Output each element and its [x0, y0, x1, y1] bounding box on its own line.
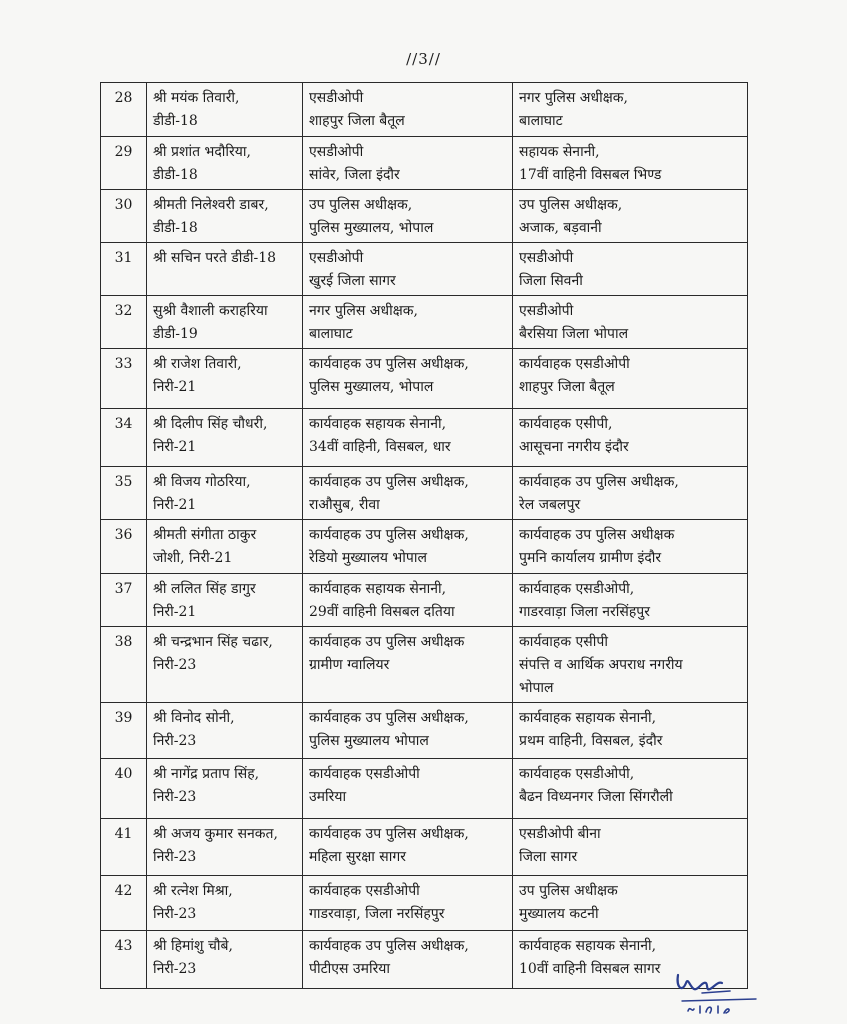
new-posting-cell [513, 190, 748, 243]
current-posting-line: राऔसुब, रीवा [309, 497, 380, 513]
current-posting-line: ग्रामीण ग्वालियर [309, 657, 390, 673]
new-posting-cell [513, 819, 748, 876]
officer-name-line: श्री प्रशांत भदौरिया, [153, 144, 251, 160]
new-posting-cell [513, 137, 748, 190]
serial-number-cell: 34 [101, 409, 147, 467]
officer-name-line: श्री विनोद सोनी, [153, 710, 235, 726]
table-row [101, 627, 748, 703]
current-posting-line: कार्यवाहक सहायक सेनानी, [309, 581, 447, 597]
serial-number-cell: 32 [101, 296, 147, 349]
officer-name-cell [147, 574, 303, 627]
table-row [101, 759, 748, 819]
new-posting-line: शाहपुर जिला बैतूल [519, 379, 615, 395]
current-posting-cell [303, 409, 513, 467]
new-posting-cell [513, 703, 748, 759]
table-row [101, 409, 748, 467]
officer-name-line: निरी-23 [153, 789, 197, 805]
table-row [101, 296, 748, 349]
officer-name-line: श्रीमती संगीता ठाकुर [153, 527, 257, 543]
officer-name-cell [147, 819, 303, 876]
officer-name-line: श्री चन्द्रभान सिंह चढार, [153, 634, 273, 650]
new-posting-line: एसडीओपी बीना [519, 826, 601, 842]
new-posting-cell [513, 520, 748, 574]
officer-name-cell [147, 137, 303, 190]
new-posting-line: कार्यवाहक उप पुलिस अधीक्षक [519, 527, 675, 543]
officer-name-line: श्री हिमांशु चौबे, [153, 938, 233, 954]
new-posting-line: उप पुलिस अधीक्षक, [519, 197, 623, 213]
new-posting-line: कार्यवाहक सहायक सेनानी, [519, 938, 657, 954]
new-posting-cell [513, 349, 748, 409]
officer-name-line: श्रीमती निलेश्वरी डाबर, [153, 197, 269, 213]
current-posting-cell [303, 520, 513, 574]
officer-name-cell [147, 190, 303, 243]
officer-name-cell [147, 520, 303, 574]
officer-name-line: श्री राजेश तिवारी, [153, 356, 242, 372]
table-row [101, 819, 748, 876]
new-posting-cell [513, 83, 748, 137]
page-number-header: //3// [406, 50, 441, 68]
new-posting-cell [513, 243, 748, 296]
officer-name-line: श्री दिलीप सिंह चौधरी, [153, 416, 268, 432]
current-posting-cell [303, 819, 513, 876]
table-row [101, 467, 748, 520]
current-posting-line: कार्यवाहक उप पुलिस अधीक्षक, [309, 938, 469, 954]
new-posting-line: अजाक, बड़वानी [519, 220, 602, 236]
current-posting-cell [303, 759, 513, 819]
new-posting-line: संपत्ति व आर्थिक अपराध नगरीय [519, 657, 683, 673]
table-row [101, 574, 748, 627]
current-posting-line: रेडियो मुख्यालय भोपाल [309, 550, 427, 566]
new-posting-line: बैरसिया जिला भोपाल [519, 326, 629, 342]
current-posting-cell [303, 467, 513, 520]
current-posting-cell [303, 137, 513, 190]
officer-name-cell [147, 876, 303, 931]
current-posting-cell [303, 190, 513, 243]
new-posting-line: आसूचना नगरीय इंदौर [519, 439, 629, 455]
serial-number-cell: 31 [101, 243, 147, 296]
officer-name-line: डीडी-19 [153, 326, 198, 342]
current-posting-cell [303, 296, 513, 349]
transfer-table [100, 82, 748, 989]
new-posting-line: सहायक सेनानी, [519, 144, 600, 160]
current-posting-line: कार्यवाहक एसडीओपी [309, 883, 420, 899]
officer-name-cell [147, 349, 303, 409]
current-posting-line: कार्यवाहक सहायक सेनानी, [309, 416, 447, 432]
new-posting-line: 17वीं वाहिनी विसबल भिण्ड [519, 167, 662, 183]
officer-name-line: निरी-23 [153, 657, 197, 673]
serial-number-cell: 40 [101, 759, 147, 819]
officer-name-cell [147, 243, 303, 296]
new-posting-line: प्रथम वाहिनी, विसबल, इंदौर [519, 733, 663, 749]
table-row [101, 520, 748, 574]
officer-name-line: श्री रत्नेश मिश्रा, [153, 883, 233, 899]
current-posting-line: कार्यवाहक एसडीओपी [309, 766, 420, 782]
officer-name-cell [147, 931, 303, 989]
new-posting-line: जिला सागर [519, 849, 578, 865]
new-posting-line: बैढन विध्यनगर जिला सिंगरौली [519, 789, 673, 805]
table-row [101, 243, 748, 296]
new-posting-line: कार्यवाहक सहायक सेनानी, [519, 710, 657, 726]
current-posting-line: पुलिस मुख्यालय भोपाल [309, 733, 429, 749]
current-posting-line: नगर पुलिस अधीक्षक, [309, 303, 418, 319]
serial-number-cell: 33 [101, 349, 147, 409]
new-posting-cell [513, 296, 748, 349]
officer-name-line: निरी-21 [153, 604, 197, 620]
officer-name-line: निरी-21 [153, 497, 197, 513]
new-posting-line: कार्यवाहक एसीपी, [519, 416, 613, 432]
current-posting-cell [303, 703, 513, 759]
officer-name-line: निरी-23 [153, 849, 197, 865]
current-posting-line: 34वीं वाहिनी, विसबल, धार [309, 439, 451, 455]
current-posting-line: बालाघाट [309, 326, 353, 342]
current-posting-cell [303, 876, 513, 931]
new-posting-cell [513, 759, 748, 819]
officer-name-line: श्री ललित सिंह डागुर [153, 581, 256, 597]
new-posting-line: जिला सिवनी [519, 273, 583, 289]
officer-name-line: श्री विजय गोठरिया, [153, 474, 251, 490]
new-posting-cell [513, 574, 748, 627]
officer-name-cell [147, 759, 303, 819]
current-posting-line: कार्यवाहक उप पुलिस अधीक्षक, [309, 710, 469, 726]
table-row [101, 349, 748, 409]
serial-number-cell: 38 [101, 627, 147, 703]
new-posting-line: कार्यवाहक उप पुलिस अधीक्षक, [519, 474, 679, 490]
current-posting-cell [303, 83, 513, 137]
current-posting-line: 29वीं वाहिनी विसबल दतिया [309, 604, 455, 620]
table-row [101, 137, 748, 190]
new-posting-cell [513, 876, 748, 931]
current-posting-line: कार्यवाहक उप पुलिस अधीक्षक, [309, 474, 469, 490]
serial-number-cell: 42 [101, 876, 147, 931]
officer-name-line: निरी-23 [153, 961, 197, 977]
serial-number-cell: 43 [101, 931, 147, 989]
officer-name-cell [147, 296, 303, 349]
officer-name-cell [147, 83, 303, 137]
table-row [101, 876, 748, 931]
current-posting-line: सांवेर, जिला इंदौर [309, 167, 400, 183]
table-row [101, 83, 748, 137]
new-posting-line: कार्यवाहक एसीपी [519, 634, 608, 650]
current-posting-cell [303, 627, 513, 703]
current-posting-line: खुरई जिला सागर [309, 273, 396, 289]
current-posting-cell [303, 931, 513, 989]
current-posting-line: पुलिस मुख्यालय, भोपाल [309, 379, 434, 395]
officer-name-line: जोशी, निरी-21 [153, 550, 233, 566]
officer-name-line: निरी-21 [153, 439, 197, 455]
new-posting-line: 10वीं वाहिनी विसबल सागर [519, 961, 661, 977]
new-posting-line: गाडरवाड़ा जिला नरसिंहपुर [519, 604, 650, 620]
new-posting-line: कार्यवाहक एसडीओपी, [519, 581, 635, 597]
new-posting-line: कार्यवाहक एसडीओपी [519, 356, 630, 372]
new-posting-cell [513, 409, 748, 467]
serial-number-cell: 39 [101, 703, 147, 759]
serial-number-cell: 29 [101, 137, 147, 190]
current-posting-line: कार्यवाहक उप पुलिस अधीक्षक, [309, 527, 469, 543]
current-posting-cell [303, 349, 513, 409]
serial-number-cell: 35 [101, 467, 147, 520]
current-posting-line: उप पुलिस अधीक्षक, [309, 197, 413, 213]
officer-name-line: डीडी-18 [153, 220, 198, 236]
serial-number-cell: 28 [101, 83, 147, 137]
officer-name-line: डीडी-18 [153, 167, 198, 183]
current-posting-line: कार्यवाहक उप पुलिस अधीक्षक, [309, 356, 469, 372]
new-posting-line: पुमनि कार्यालय ग्रामीण इंदौर [519, 550, 662, 566]
current-posting-line: एसडीओपी [309, 144, 364, 160]
new-posting-line: बालाघाट [519, 113, 563, 129]
new-posting-line: उप पुलिस अधीक्षक [519, 883, 618, 899]
serial-number-cell: 36 [101, 520, 147, 574]
officer-name-line: निरी-23 [153, 733, 197, 749]
current-posting-line: एसडीओपी [309, 90, 364, 106]
table-row [101, 703, 748, 759]
current-posting-line: शाहपुर जिला बैतूल [309, 113, 405, 129]
current-posting-line: कार्यवाहक उप पुलिस अधीक्षक, [309, 826, 469, 842]
new-posting-line: एसडीओपी [519, 250, 574, 266]
officer-name-cell [147, 703, 303, 759]
serial-number-cell: 41 [101, 819, 147, 876]
table-row [101, 931, 748, 989]
officer-name-cell [147, 409, 303, 467]
current-posting-line: एसडीओपी [309, 250, 364, 266]
new-posting-line: मुख्यालय कटनी [519, 906, 599, 922]
transfer-table-body [101, 83, 748, 989]
officer-name-line: निरी-21 [153, 379, 197, 395]
officer-name-cell [147, 467, 303, 520]
current-posting-line: पीटीएस उमरिया [309, 961, 391, 977]
new-posting-line: एसडीओपी [519, 303, 574, 319]
officer-name-line: निरी-23 [153, 906, 197, 922]
officer-name-cell [147, 627, 303, 703]
officer-name-line: श्री सचिन परते डीडी-18 [153, 250, 277, 266]
new-posting-cell [513, 627, 748, 703]
current-posting-line: महिला सुरक्षा सागर [309, 849, 407, 865]
current-posting-line: उमरिया [309, 789, 347, 805]
new-posting-line: रेल जबलपुर [519, 497, 581, 513]
officer-name-line: सुश्री वैशाली कराहरिया [153, 303, 268, 319]
officer-name-line: डीडी-18 [153, 113, 198, 129]
new-posting-cell [513, 467, 748, 520]
serial-number-cell: 37 [101, 574, 147, 627]
officer-name-line: श्री मयंक तिवारी, [153, 90, 240, 106]
new-posting-line: भोपाल [519, 680, 554, 696]
officer-name-line: श्री अजय कुमार सनकत, [153, 826, 278, 842]
officer-name-line: श्री नागेंद्र प्रताप सिंह, [153, 766, 260, 782]
current-posting-cell [303, 243, 513, 296]
current-posting-line: कार्यवाहक उप पुलिस अधीक्षक [309, 634, 465, 650]
new-posting-line: कार्यवाहक एसडीओपी, [519, 766, 635, 782]
table-row [101, 190, 748, 243]
current-posting-cell [303, 574, 513, 627]
handwritten-signature [672, 965, 762, 1021]
new-posting-line: नगर पुलिस अधीक्षक, [519, 90, 628, 106]
current-posting-line: पुलिस मुख्यालय, भोपाल [309, 220, 434, 236]
current-posting-line: गाडरवाड़ा, जिला नरसिंहपुर [309, 906, 445, 922]
serial-number-cell: 30 [101, 190, 147, 243]
